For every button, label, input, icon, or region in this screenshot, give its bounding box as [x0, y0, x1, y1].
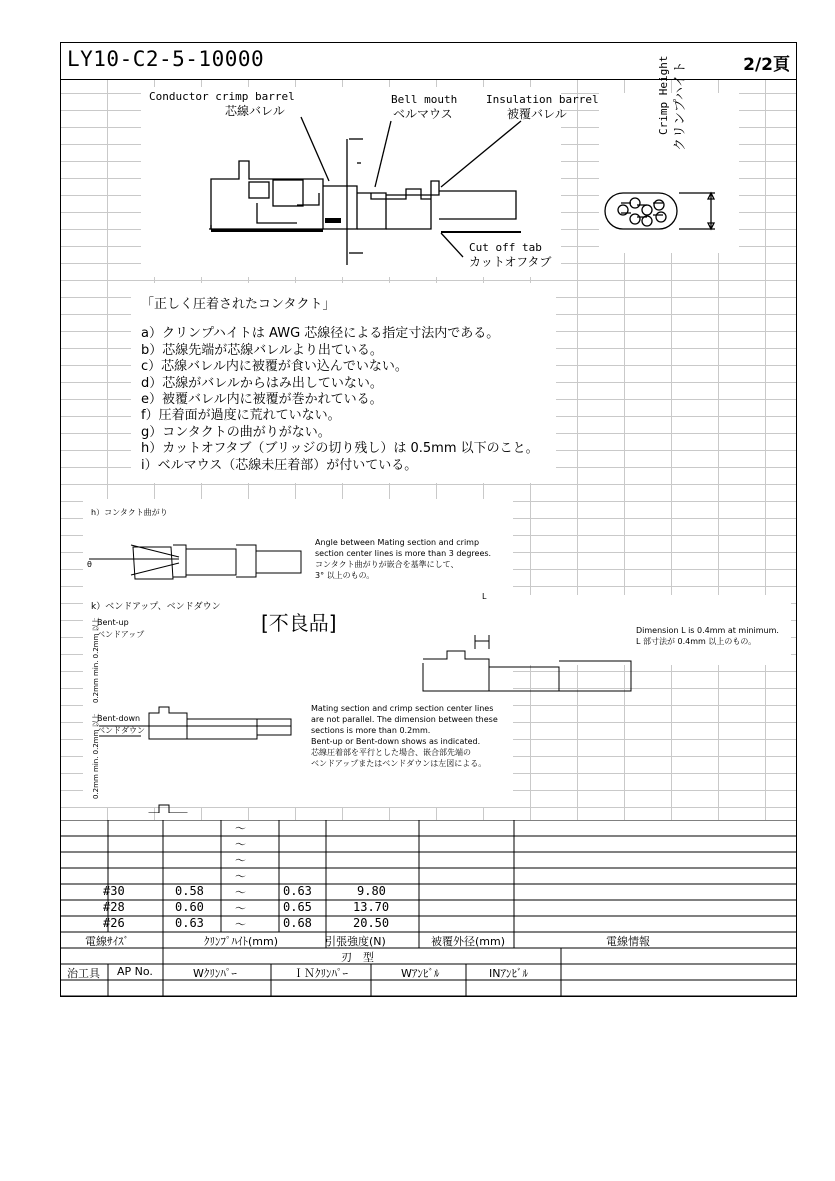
header-jig: 治工具 [67, 967, 100, 980]
crimp-min-cell: 0.63 [175, 916, 204, 930]
conductor-barrel-label-jp: 芯線バレル [225, 104, 285, 118]
bent-up-label-jp: ベンドアップ [97, 630, 145, 639]
criteria-item: d）芯線がバレルからはみ出していない。 [141, 375, 383, 391]
tilde: ～ [235, 854, 246, 867]
criteria-title: 「正しく圧着されたコンタクト」 [141, 297, 336, 312]
tensile-cell: 20.50 [353, 916, 390, 930]
criteria-item: c）芯線バレル内に被覆が食い込んでいない。 [141, 359, 408, 375]
tilde: ～ [235, 838, 246, 851]
dimension-l-label: L [482, 592, 487, 601]
tilde: ～ [235, 886, 246, 899]
criteria-item: e）被覆バレル内に被覆が巻かれている。 [141, 392, 383, 408]
bad-product-label: [不良品] [261, 611, 337, 635]
header-in-crimper: ＩＮｸﾘﾝﾊﾟｰ [293, 967, 348, 980]
defect-h-title: h）コンタクト曲がり [91, 508, 168, 517]
crimp-max-cell: 0.65 [283, 900, 312, 914]
crimp-height-label-jp: クリンプハイト [673, 61, 688, 151]
awg-cell: #28 [103, 900, 125, 914]
awg-cell: #26 [103, 916, 125, 930]
bell-mouth-label-en: Bell mouth [391, 93, 458, 106]
crimp-max-cell: 0.68 [283, 916, 312, 930]
criteria-item: f）圧着面が過度に荒れていない。 [141, 408, 341, 424]
bent-down-dimension-label: 0.2mm min. 0.2mm 以上 [92, 713, 100, 799]
header-wire-info: 電線情報 [606, 935, 650, 948]
cut-off-tab-label-jp: カットオフタブ [469, 255, 552, 269]
bent-down-label-en: Bent-down [97, 714, 141, 723]
criteria-list [141, 297, 539, 474]
drawing-sheet [60, 42, 797, 997]
header-crimp-height: ｸﾘﾝﾌﾟﾊｲﾄ(mm) [204, 935, 279, 948]
defect-k-title: k）ベンドアップ、ベンドダウン [91, 602, 221, 612]
defect-h-note: Angle between Mating section and crimp section center lines is more than 3 degrees. コンタクト曲がりが嵌合を基準にして、 3° 以上のもの。 [315, 538, 492, 580]
criteria-item: g）コンタクトの曲がりがない。 [141, 424, 331, 440]
crimp-height-label-en: Crimp Height [657, 55, 670, 135]
criteria-item: h）カットオフタブ（ブリッジの切り残し）は 0.5mm 以下のこと。 [141, 441, 539, 457]
tensile-cell: 13.70 [353, 900, 390, 914]
page-number: 2/2頁 [743, 55, 790, 75]
crimp-min-cell: 0.60 [175, 900, 204, 914]
conductor-barrel-label-en: Conductor crimp barrel [149, 90, 295, 103]
awg-cell: #30 [103, 884, 125, 898]
bent-up-dimension-label: 0.2mm min. 0.2mm 以上 [92, 617, 100, 703]
header-in-anvil: INｱﾝﾋﾞﾙ [489, 967, 528, 980]
header-w-crimper: Wｸﾘﾝﾊﾟｰ [193, 967, 237, 980]
defect-drawings [61, 483, 797, 813]
defect-k-note: Mating section and crimp section center lines are not parallel. The dimension between these sections is more than 0.2mm. Bent-up or Bent-down shows as indicated. 芯線圧着部を平行とした場合、嵌合部先端の ベンドアップまたはベンドダウンは左図による。 [311, 704, 498, 768]
header-od: 被覆外径(mm) [431, 935, 506, 948]
tilde: ～ [235, 822, 246, 835]
crimp-spec-table [61, 820, 797, 997]
criteria-item: b）芯線先端が芯線バレルより出ている。 [141, 342, 383, 358]
theta-label: θ [87, 560, 92, 569]
crimp-max-cell: 0.63 [283, 884, 312, 898]
header-w-anvil: Wｱﾝﾋﾞﾙ [401, 967, 440, 980]
insulation-barrel-label-en: Insulation barrel [486, 93, 599, 106]
dimension-l-note: Dimension L is 0.4mm at minimum. L 部寸法が 0.4mm 以上のもの。 [636, 626, 779, 646]
header-ap-no: AP No. [117, 965, 153, 978]
tensile-cell: 9.80 [357, 884, 386, 898]
bell-mouth-label-jp: ベルマウス [393, 107, 453, 121]
document-id: LY10-C2-5-10000 [67, 47, 265, 71]
header-tensile: 引張強度(N) [325, 935, 386, 948]
tilde: ～ [235, 870, 246, 883]
criteria-item: i）ベルマウス（芯線未圧着部）が付いている。 [141, 457, 418, 473]
bent-up-label-en: Bent-up [97, 618, 129, 627]
tilde: ～ [235, 918, 246, 931]
tilde: ～ [235, 902, 246, 915]
criteria-item: a）クリンプハイトは AWG 芯線径による指定寸法内である。 [141, 326, 500, 342]
cut-off-tab-label-en: Cut off tab [469, 241, 542, 254]
header-wire-size: 電線ｻｲｽﾞ [85, 935, 129, 948]
bent-down-label-jp: ベンドダウン [97, 726, 145, 735]
insulation-barrel-label-jp: 被覆バレル [507, 107, 567, 121]
crimp-min-cell: 0.58 [175, 884, 204, 898]
header-die: 刃 型 [341, 951, 374, 964]
